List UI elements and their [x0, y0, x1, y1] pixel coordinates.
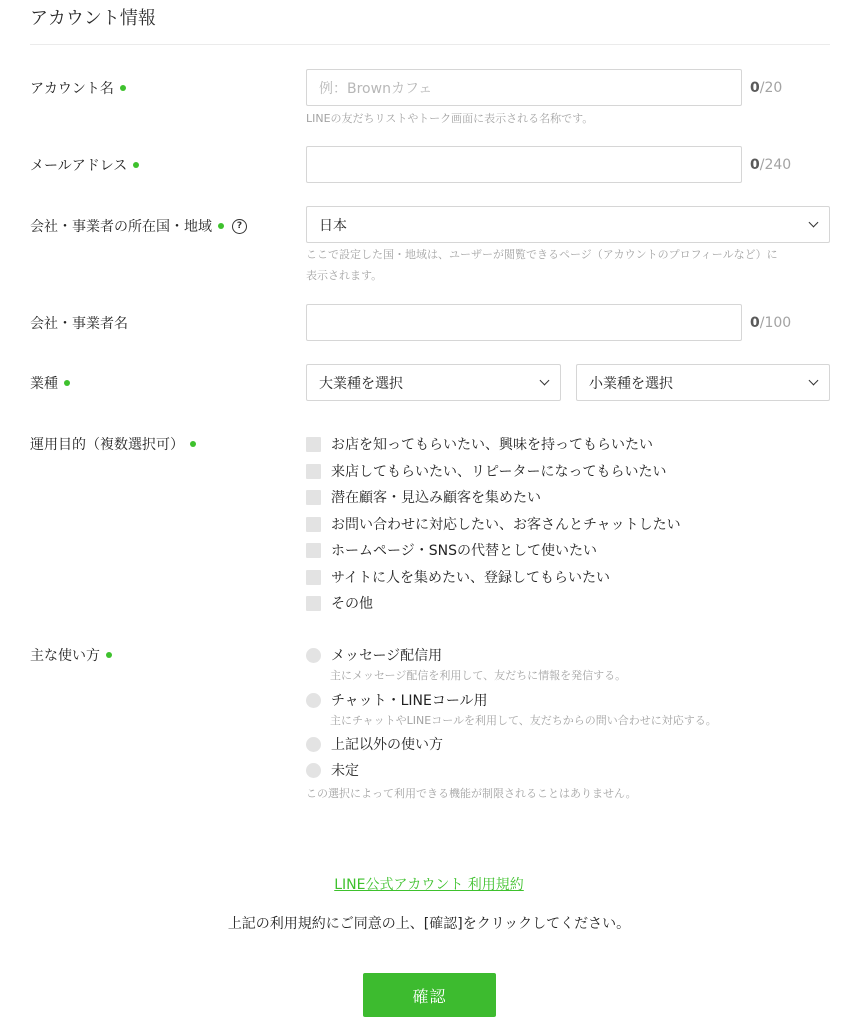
- email-count: 0: [750, 157, 760, 173]
- company-max: /100: [759, 315, 792, 331]
- account-name-placeholder: 例：Brownカフェ: [319, 80, 433, 97]
- account-name-label-text: アカウント名: [30, 81, 114, 97]
- chevron-down-icon: [809, 218, 819, 228]
- usage-option-desc: 主にメッセージ配信を利用して、友だちに情報を発信する。: [330, 669, 627, 682]
- email-label-text: メールアドレス: [30, 158, 128, 174]
- section-title: アカウント情報: [30, 8, 156, 29]
- email-label: [30, 155, 139, 175]
- required-dot-icon: [218, 223, 224, 229]
- account-name-count: 0: [750, 80, 760, 96]
- usage-option[interactable]: [306, 734, 443, 754]
- purpose-option-label: ホームページ・SNSの代替として使いたい: [331, 543, 597, 559]
- account-name-hint: LINEの友だちリストやトーク画面に表示される名称です。: [306, 112, 594, 125]
- agree-text: 上記の利用規約にご同意の上、[確認]をクリックしてください。: [227, 916, 631, 932]
- terms-link[interactable]: LINE公式アカウント 利用規約: [334, 877, 524, 893]
- company-label: [30, 313, 128, 333]
- purpose-option[interactable]: [306, 461, 666, 481]
- account-name-counter: [750, 80, 782, 96]
- company-input[interactable]: [306, 304, 742, 341]
- purpose-option[interactable]: [306, 434, 653, 454]
- usage-option-label: 上記以外の使い方: [331, 737, 443, 753]
- purpose-label-text: 運用目的（複数選択可）: [30, 437, 184, 453]
- purpose-option-label: その他: [331, 596, 373, 612]
- purpose-option-label: 潜在顧客・見込み顧客を集めたい: [331, 490, 541, 506]
- email-counter: [750, 157, 791, 173]
- company-counter: [750, 315, 791, 331]
- usage-option-desc: 主にチャットやLINEコールを利用して、友だちからの問い合わせに対応する。: [330, 714, 717, 727]
- industry-major-select[interactable]: [306, 364, 561, 401]
- purpose-option-label: 来店してもらいたい、リピーターになってもらいたい: [331, 464, 667, 480]
- radio-button[interactable]: [306, 693, 321, 708]
- purpose-option-label: お問い合わせに対応したい、お客さんとチャットしたい: [331, 517, 681, 533]
- company-count: 0: [750, 315, 760, 331]
- industry-label: [30, 373, 70, 393]
- question-circle-icon[interactable]: ?: [232, 219, 247, 234]
- chevron-down-icon: [540, 376, 550, 386]
- country-hint-line1: ここで設定した国・地域は、ユーザーが閲覧できるページ（アカウントのプロフィールなど）に: [306, 248, 778, 261]
- purpose-option[interactable]: [306, 540, 597, 560]
- purpose-option[interactable]: [306, 487, 541, 507]
- purpose-option-label: サイトに人を集めたい、登録してもらいたい: [331, 570, 611, 586]
- country-hint-line2: 表示されます。: [306, 269, 383, 282]
- usage-option-label: チャット・LINEコール用: [331, 693, 488, 709]
- purpose-option-label: お店を知ってもらいたい、興味を持ってもらいたい: [331, 437, 653, 453]
- usage-label-text: 主な使い方: [30, 648, 100, 664]
- purpose-option[interactable]: [306, 593, 373, 613]
- purpose-option[interactable]: [306, 567, 610, 587]
- required-dot-icon: [64, 380, 70, 386]
- country-select[interactable]: [306, 206, 830, 243]
- company-label-text: 会社・事業者名: [30, 316, 128, 332]
- checkbox[interactable]: [306, 570, 321, 585]
- account-name-max: /20: [759, 80, 783, 96]
- radio-button[interactable]: [306, 648, 321, 663]
- usage-option[interactable]: [306, 760, 359, 780]
- country-label: [30, 216, 247, 236]
- purpose-label: [30, 434, 196, 454]
- industry-minor-value: 小業種を選択: [589, 375, 673, 392]
- account-name-input[interactable]: [306, 69, 742, 106]
- usage-option[interactable]: [306, 690, 488, 710]
- usage-option-label: 未定: [331, 763, 359, 779]
- country-label-text: 会社・事業者の所在国・地域: [30, 219, 212, 235]
- section-divider: [30, 44, 830, 45]
- required-dot-icon: [106, 652, 112, 658]
- checkbox[interactable]: [306, 517, 321, 532]
- checkbox[interactable]: [306, 596, 321, 611]
- radio-button[interactable]: [306, 737, 321, 752]
- checkbox[interactable]: [306, 543, 321, 558]
- required-dot-icon: [120, 85, 126, 91]
- checkbox[interactable]: [306, 437, 321, 452]
- purpose-option[interactable]: [306, 514, 681, 534]
- account-name-label: [30, 78, 126, 98]
- terms-row: [0, 874, 858, 894]
- email-input[interactable]: [306, 146, 742, 183]
- chevron-down-icon: [809, 376, 819, 386]
- usage-note: この選択によって利用できる機能が制限されることはありません。: [306, 787, 637, 800]
- industry-major-value: 大業種を選択: [319, 375, 403, 392]
- checkbox[interactable]: [306, 490, 321, 505]
- radio-button[interactable]: [306, 763, 321, 778]
- email-max: /240: [759, 157, 792, 173]
- industry-minor-select[interactable]: [576, 364, 830, 401]
- checkbox[interactable]: [306, 464, 321, 479]
- confirm-button[interactable]: 確認: [363, 973, 496, 1017]
- required-dot-icon: [190, 441, 196, 447]
- usage-label: [30, 645, 112, 665]
- required-dot-icon: [133, 162, 139, 168]
- country-value: 日本: [319, 217, 347, 234]
- industry-label-text: 業種: [30, 376, 58, 392]
- usage-option-label: メッセージ配信用: [331, 648, 443, 664]
- usage-option[interactable]: [306, 645, 442, 665]
